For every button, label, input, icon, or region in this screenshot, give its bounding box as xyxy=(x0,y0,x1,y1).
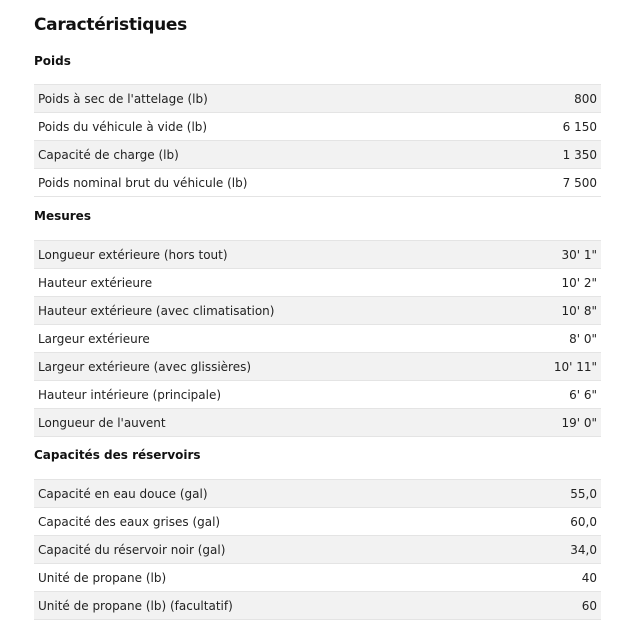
row-label: Unité de propane (lb) xyxy=(38,570,167,585)
table-row xyxy=(34,353,601,381)
tank-capacities-table xyxy=(34,479,601,620)
table-row xyxy=(34,381,601,409)
table-row xyxy=(34,480,601,508)
row-value: 30' 1" xyxy=(561,247,597,262)
table-row xyxy=(34,241,601,269)
table-row xyxy=(34,409,601,437)
table-row xyxy=(34,269,601,297)
row-value: 34,0 xyxy=(570,542,597,557)
section-title-tank-capacities: Capacités des réservoirs xyxy=(34,448,201,462)
row-label: Hauteur intérieure (principale) xyxy=(38,387,222,402)
row-label: Longueur extérieure (hors tout) xyxy=(38,247,228,262)
row-label: Hauteur extérieure (avec climatisation) xyxy=(38,303,275,318)
table-row xyxy=(34,141,601,169)
page-title: Caractéristiques xyxy=(34,15,187,35)
table-row xyxy=(34,169,601,197)
row-value: 40 xyxy=(581,570,597,585)
row-value: 10' 11" xyxy=(553,359,597,374)
row-value: 8' 0" xyxy=(569,331,597,346)
row-value: 1 350 xyxy=(562,147,597,162)
row-label: Poids nominal brut du véhicule (lb) xyxy=(38,175,248,190)
row-label: Capacité de charge (lb) xyxy=(38,147,179,162)
row-value: 10' 2" xyxy=(561,275,597,290)
weight-table xyxy=(34,84,601,197)
row-value: 19' 0" xyxy=(561,415,597,430)
table-row xyxy=(34,85,601,113)
row-value: 60,0 xyxy=(570,514,597,529)
section-title-weight: Poids xyxy=(34,54,71,68)
measurements-table xyxy=(34,240,601,437)
row-label: Poids à sec de l'attelage (lb) xyxy=(38,91,208,106)
row-label: Hauteur extérieure xyxy=(38,275,153,290)
row-value: 6' 6" xyxy=(569,387,597,402)
row-value: 7 500 xyxy=(562,175,597,190)
row-label: Poids du véhicule à vide (lb) xyxy=(38,119,208,134)
table-row xyxy=(34,297,601,325)
row-value: 60 xyxy=(581,598,597,613)
row-label: Capacité en eau douce (gal) xyxy=(38,486,208,501)
row-label: Unité de propane (lb) (facultatif) xyxy=(38,598,233,613)
row-label: Largeur extérieure xyxy=(38,331,150,346)
table-row xyxy=(34,564,601,592)
row-value: 10' 8" xyxy=(561,303,597,318)
row-value: 800 xyxy=(574,91,597,106)
table-row xyxy=(34,325,601,353)
table-row xyxy=(34,592,601,620)
table-row xyxy=(34,113,601,141)
section-title-measurements: Mesures xyxy=(34,209,91,223)
table-row xyxy=(34,536,601,564)
row-value: 55,0 xyxy=(570,486,597,501)
row-label: Capacité du réservoir noir (gal) xyxy=(38,542,226,557)
row-label: Capacité des eaux grises (gal) xyxy=(38,514,221,529)
row-label: Longueur de l'auvent xyxy=(38,415,166,430)
table-row xyxy=(34,508,601,536)
row-label: Largeur extérieure (avec glissières) xyxy=(38,359,252,374)
row-value: 6 150 xyxy=(562,119,597,134)
